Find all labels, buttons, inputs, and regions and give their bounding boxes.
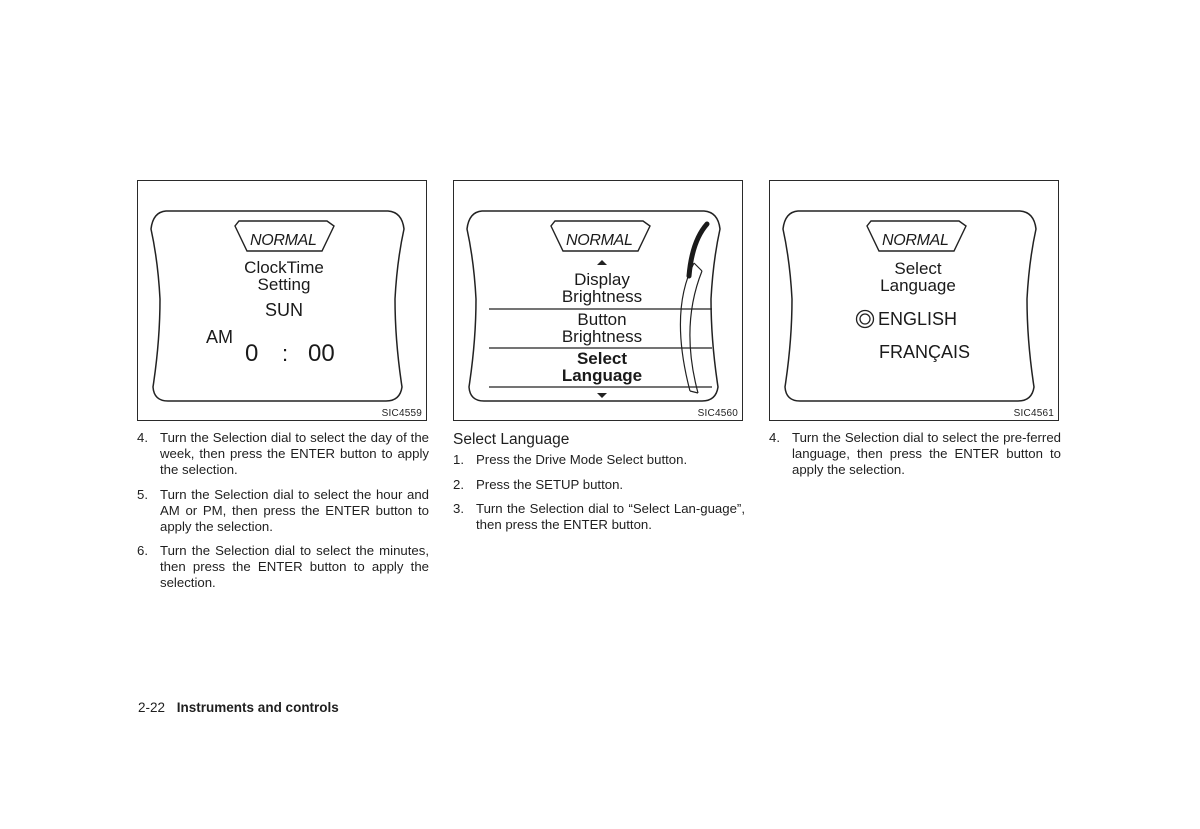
display-outline <box>770 181 1060 422</box>
section-heading: Select Language <box>453 431 570 448</box>
ampm-value: AM <box>206 327 233 347</box>
minutes-value: 00 <box>308 340 335 367</box>
instruction-step <box>137 430 429 478</box>
scroll-down-icon <box>597 393 607 398</box>
step-number: 4. <box>769 430 780 445</box>
language-option-french[interactable]: FRANÇAIS <box>879 342 971 362</box>
right-text-column <box>769 430 1061 487</box>
page-footer <box>138 700 339 715</box>
step-number: 4. <box>137 430 148 445</box>
step-text: Press the Drive Mode Select button. <box>476 452 688 467</box>
left-text-column <box>137 430 429 600</box>
menu-item-line2: Language <box>561 366 643 385</box>
scroll-up-icon <box>597 260 607 265</box>
instruction-step <box>769 430 1061 478</box>
page-number: 2-22 <box>138 700 166 715</box>
step-text: Turn the Selection dial to select the pre-ferred language, then press the ENTER button to apply the selection. <box>792 430 1061 477</box>
step-text: Press the SETUP button. <box>476 476 624 492</box>
menu-item-line1: Display <box>574 270 630 289</box>
step-number: 1. <box>453 452 464 467</box>
step-number: 5. <box>137 486 148 502</box>
figure-code: SIC4560 <box>697 408 738 419</box>
screen-title-line1: ClockTime <box>244 258 324 277</box>
step-text: Turn the Selection dial to “Select Lan-guage”, then press the ENTER button. <box>476 501 745 532</box>
figure-code: SIC4559 <box>381 408 422 419</box>
instruction-step <box>137 543 429 591</box>
section-title: Instruments and controls <box>176 700 339 715</box>
normal-mode-badge: NORMAL <box>250 232 317 249</box>
step-number: 2. <box>453 476 464 492</box>
step-number: 3. <box>453 501 464 516</box>
step-number: 6. <box>137 543 148 558</box>
menu-item-line1: Select <box>576 349 628 368</box>
screen-title-line2: Setting <box>257 275 311 294</box>
middle-text-column <box>453 430 745 542</box>
instruction-step <box>137 487 429 535</box>
figure-clock-time-setting <box>137 180 427 421</box>
instruction-step <box>453 452 745 468</box>
figure-setup-menu <box>453 180 743 421</box>
menu-item-line1: Button <box>577 310 627 329</box>
figure-code: SIC4561 <box>1013 408 1054 419</box>
menu-item-line2: Brightness <box>561 327 643 346</box>
screen-title-line2: Language <box>880 276 956 295</box>
hour-value: 0 <box>245 340 259 367</box>
step-text: Turn the Selection dial to select the hour and AM or PM, then press the ENTER button to apply the selection. <box>160 486 429 534</box>
instruction-step <box>453 501 745 533</box>
normal-mode-badge: NORMAL <box>566 232 633 249</box>
instruction-step <box>453 477 745 493</box>
normal-mode-badge: NORMAL <box>882 232 949 249</box>
time-separator: : <box>282 341 289 366</box>
figure-select-language <box>769 180 1059 421</box>
screen-title-line1: Select <box>894 259 942 278</box>
day-value: SUN <box>264 300 303 320</box>
menu-item-line2: Brightness <box>561 287 643 306</box>
language-option-english[interactable]: ENGLISH <box>878 309 958 329</box>
step-text: Turn the Selection dial to select the day of the week, then press the ENTER button to apply the selection. <box>160 430 429 477</box>
selected-radio-icon <box>857 311 874 328</box>
step-text: Turn the Selection dial to select the minutes, then press the ENTER button to apply the selection. <box>160 543 429 590</box>
